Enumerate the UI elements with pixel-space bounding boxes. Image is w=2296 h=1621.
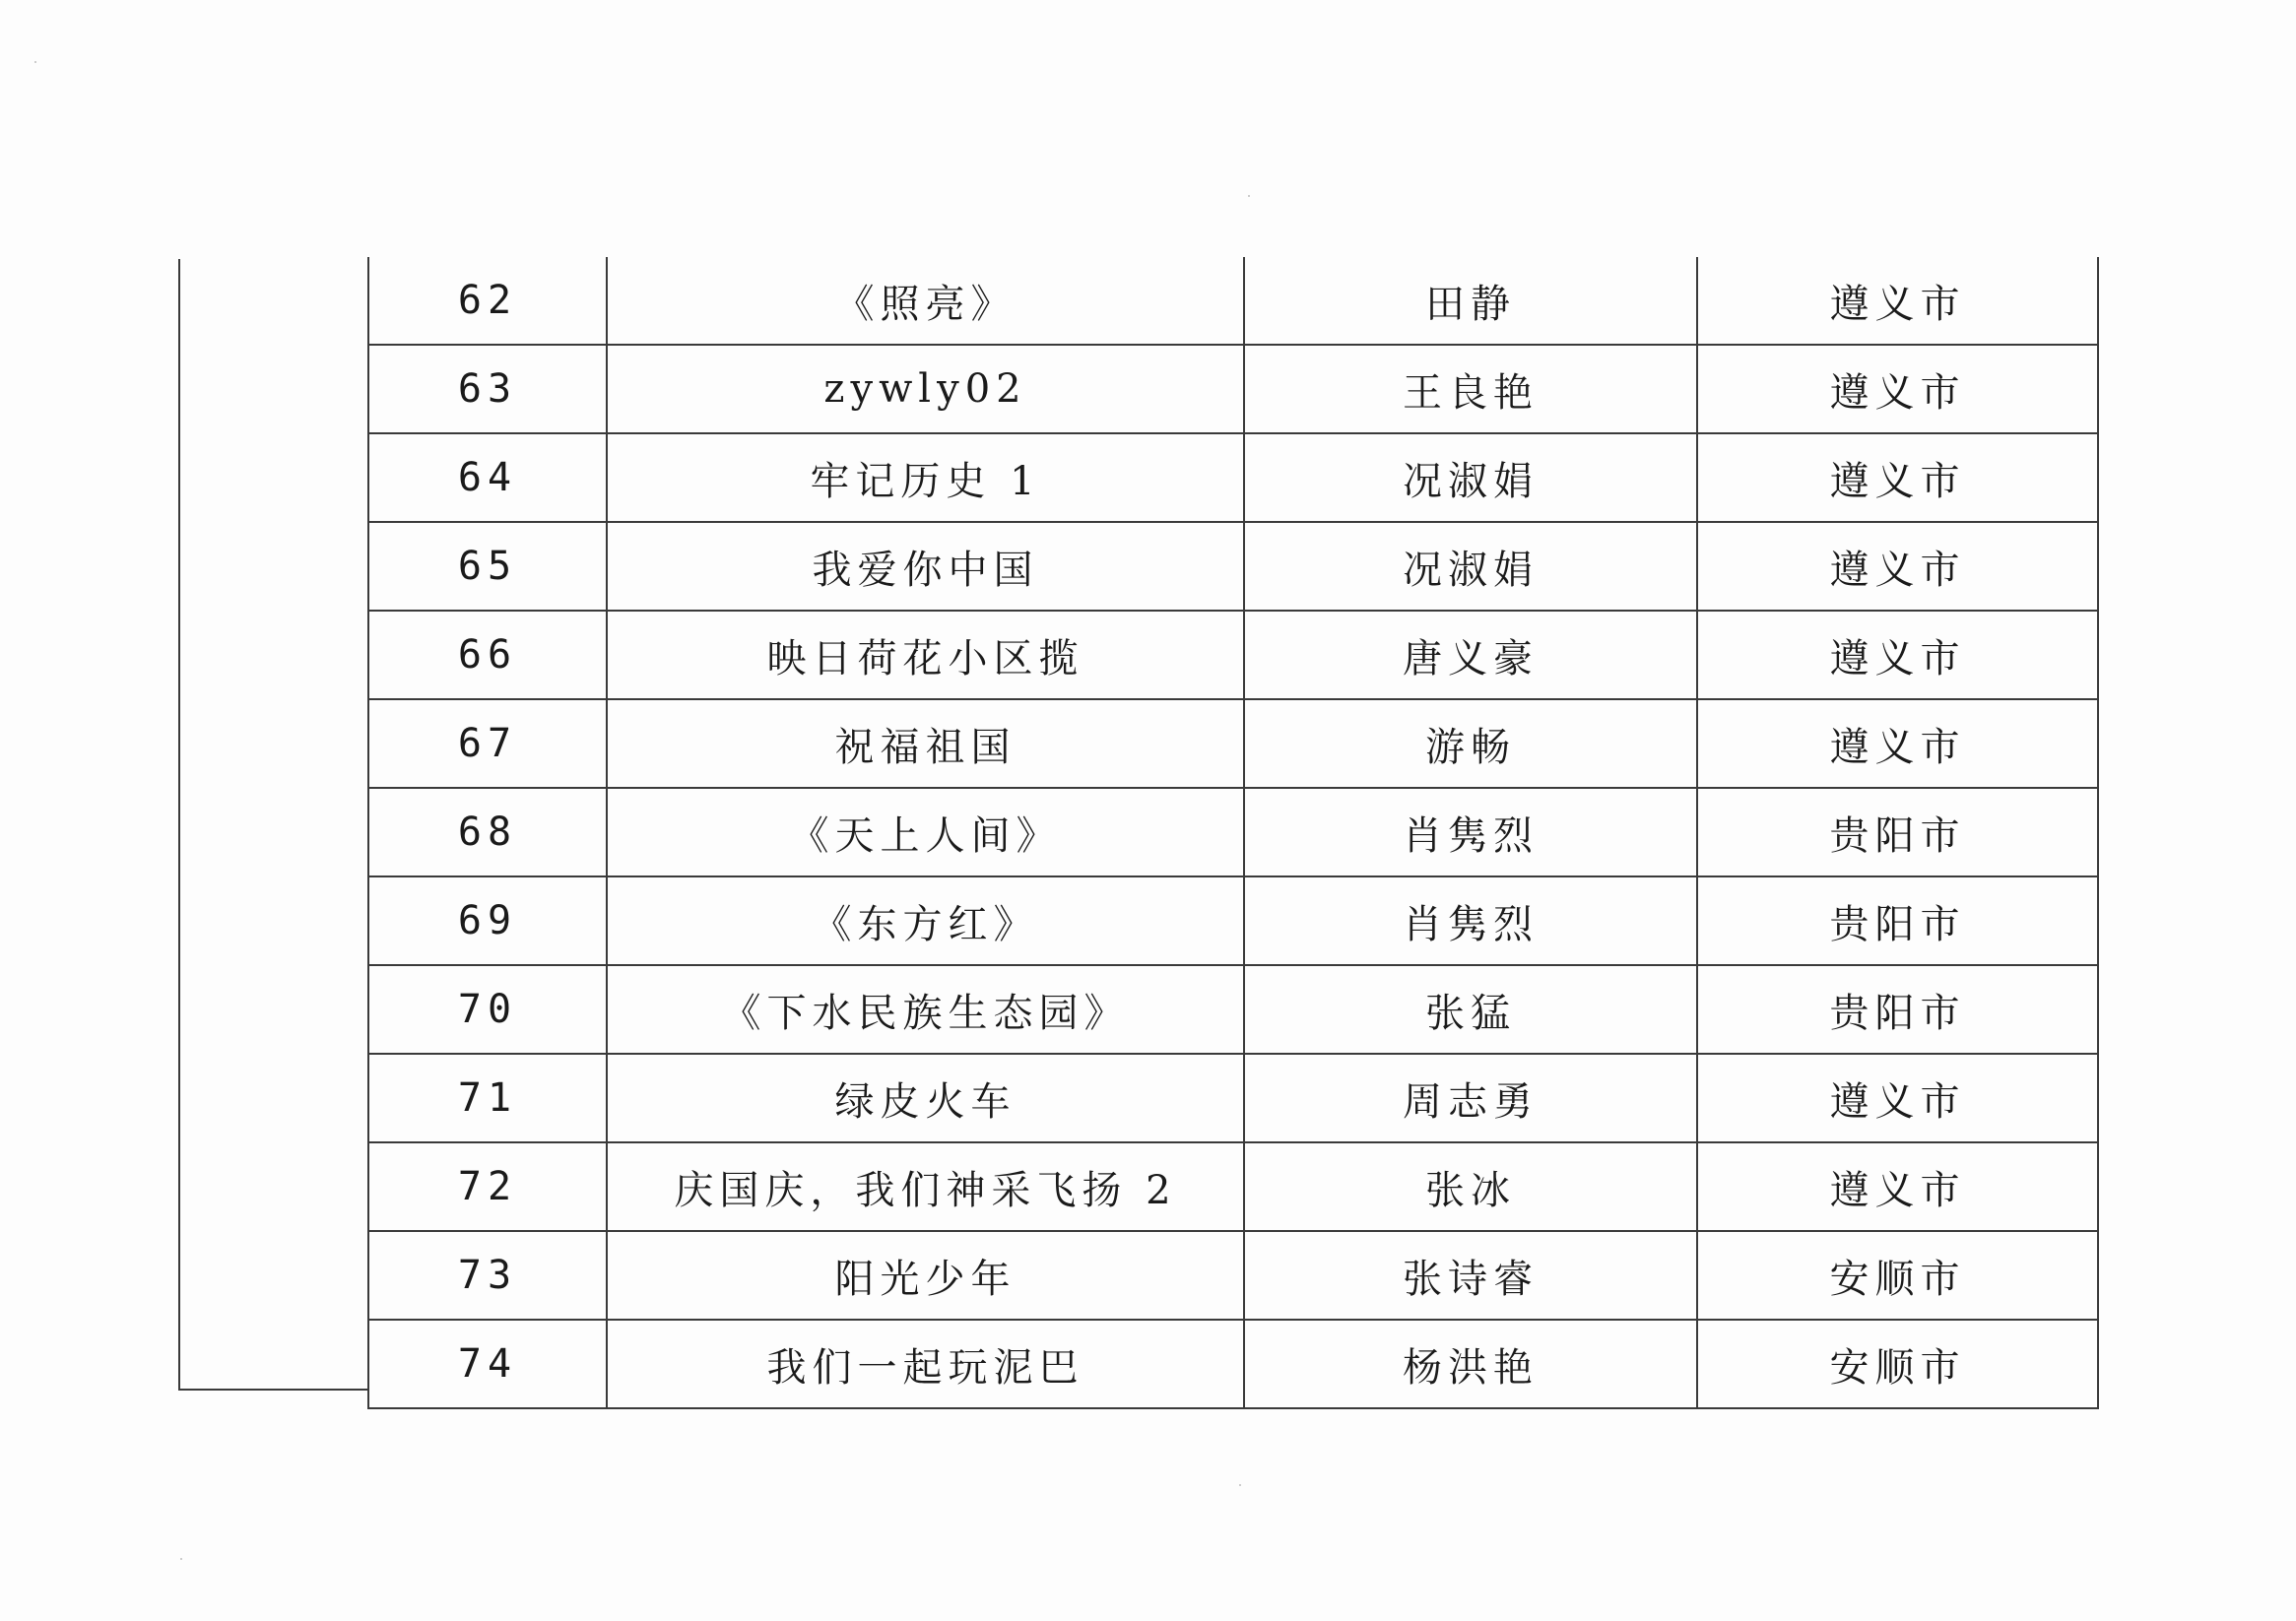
row-number: 62 [368,257,607,345]
author-name: 游畅 [1244,699,1697,788]
table-row [368,876,2098,965]
city-name: 贵阳市 [1697,788,2098,876]
scan-speck [1248,195,1250,197]
work-title: 《照亮》 [607,257,1244,345]
work-title: 《下水民族生态园》 [607,965,1244,1054]
city-name: 遵义市 [1697,345,2098,433]
author-name: 周志勇 [1244,1054,1697,1142]
table-row [368,522,2098,611]
city-name: 遵义市 [1697,699,2098,788]
row-number: 64 [368,433,607,522]
work-title: 映日荷花小区揽 [607,611,1244,699]
city-name: 遵义市 [1697,1054,2098,1142]
table-row [368,257,2098,345]
work-title: 牢记历史 1 [607,433,1244,522]
work-title: 我们一起玩泥巴 [607,1320,1244,1408]
author-name: 王良艳 [1244,345,1697,433]
author-name: 张猛 [1244,965,1697,1054]
city-name: 遵义市 [1697,611,2098,699]
table-row [368,1231,2098,1320]
author-name: 唐义豪 [1244,611,1697,699]
city-name: 贵阳市 [1697,876,2098,965]
row-number: 73 [368,1231,607,1320]
author-name: 肖隽烈 [1244,876,1697,965]
outer-left-border [178,259,180,1391]
table-row [368,965,2098,1054]
author-name: 况淑娟 [1244,522,1697,611]
entries-table-body [368,257,2098,1408]
row-number: 67 [368,699,607,788]
author-name: 田静 [1244,257,1697,345]
row-number: 66 [368,611,607,699]
city-name: 遵义市 [1697,1142,2098,1231]
entries-table [367,257,2099,1409]
table-row [368,1054,2098,1142]
row-number: 68 [368,788,607,876]
row-number: 69 [368,876,607,965]
city-name: 贵阳市 [1697,965,2098,1054]
work-title: 《天上人间》 [607,788,1244,876]
row-number: 70 [368,965,607,1054]
table-row [368,1320,2098,1408]
work-title: zywly02 [607,345,1244,433]
table-row [368,433,2098,522]
city-name: 遵义市 [1697,257,2098,345]
work-title: 《东方红》 [607,876,1244,965]
author-name: 杨洪艳 [1244,1320,1697,1408]
city-name: 遵义市 [1697,433,2098,522]
author-name: 张诗睿 [1244,1231,1697,1320]
work-title: 祝福祖国 [607,699,1244,788]
row-number: 63 [368,345,607,433]
scan-speck [34,61,36,63]
row-number: 65 [368,522,607,611]
city-name: 安顺市 [1697,1231,2098,1320]
author-name: 张冰 [1244,1142,1697,1231]
row-number: 72 [368,1142,607,1231]
work-title: 阳光少年 [607,1231,1244,1320]
scan-speck [180,1558,182,1560]
table-row [368,699,2098,788]
table-row [368,611,2098,699]
row-number: 74 [368,1320,607,1408]
city-name: 遵义市 [1697,522,2098,611]
table-row [368,788,2098,876]
table-row [368,1142,2098,1231]
table-row [368,345,2098,433]
work-title: 我爱你中国 [607,522,1244,611]
work-title: 绿皮火车 [607,1054,1244,1142]
author-name: 肖隽烈 [1244,788,1697,876]
author-name: 况淑娟 [1244,433,1697,522]
work-title: 庆国庆，我们神采飞扬 2 [607,1142,1244,1231]
scan-speck [1239,1484,1241,1486]
city-name: 安顺市 [1697,1320,2098,1408]
outer-bottom-border [180,1389,369,1391]
row-number: 71 [368,1054,607,1142]
